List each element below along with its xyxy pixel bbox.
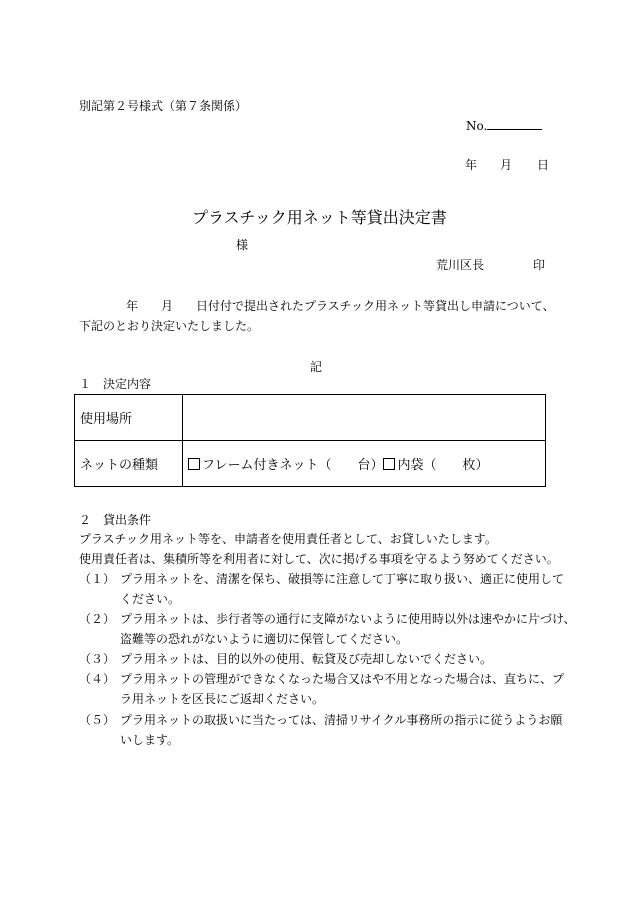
condition-number: （５） bbox=[79, 713, 116, 727]
condition-text: ラ用ネットを区長にご返却ください。 bbox=[120, 692, 325, 706]
condition-text: プラ用ネットは、歩行者等の通行に支障がないように使用時以外は速やかに片づけ、 bbox=[120, 612, 576, 626]
usage-location-label: 使用場所 bbox=[75, 395, 183, 441]
intro-text: 下記のとおり決定いたしました。 bbox=[79, 319, 260, 333]
decision-table bbox=[74, 394, 546, 487]
intro-text: 日付付で提出されたプラスチック用ネット等貸出し申請について、 bbox=[196, 299, 555, 313]
form-number: 別記第２号様式（第７条関係） bbox=[79, 99, 248, 113]
intro-year: 年 bbox=[126, 299, 139, 313]
inner-bag-option: 内袋（ 枚） bbox=[397, 458, 489, 473]
checkbox-icon bbox=[383, 458, 395, 470]
usage-location-value bbox=[183, 395, 546, 441]
checkbox-icon bbox=[188, 458, 200, 470]
addressee-suffix: 様 bbox=[236, 238, 249, 252]
condition-number: （４） bbox=[79, 672, 116, 686]
issuer: 荒川区長 bbox=[436, 258, 485, 272]
section-2-heading: ２ 貸出条件 bbox=[79, 513, 152, 527]
condition-text: いします。 bbox=[120, 733, 180, 747]
condition-number: （２） bbox=[79, 612, 116, 626]
condition-text: ください。 bbox=[120, 592, 181, 606]
net-type-options bbox=[183, 441, 546, 487]
condition-number: （３） bbox=[79, 652, 116, 666]
section-1-heading: １ 決定内容 bbox=[79, 377, 152, 391]
document-number-line bbox=[487, 129, 542, 130]
date-day: 日 bbox=[537, 158, 550, 172]
seal-mark: 印 bbox=[533, 258, 546, 272]
table-row bbox=[75, 441, 546, 487]
table-row bbox=[75, 395, 546, 441]
date-month: 月 bbox=[500, 158, 513, 172]
date-year: 年 bbox=[465, 158, 478, 172]
condition-text: 盗難等の恐れがないように適切に保管してください。 bbox=[120, 632, 409, 646]
condition-text: プラ用ネットの取扱いに当たっては、清掃リサイクル事務所の指示に従うようお願 bbox=[120, 713, 563, 727]
condition-text: プラ用ネットを、清潔を保ち、破損等に注意して丁寧に取り扱い、適正に使用して bbox=[120, 572, 565, 586]
condition-text: プラ用ネットは、目的以外の使用、転貸及び売却しないでください。 bbox=[120, 652, 493, 666]
document-title: プラスチック用ネット等貸出決定書 bbox=[192, 208, 447, 227]
document-number-label: No. bbox=[466, 119, 488, 133]
section-2-text: 使用責任者は、集積所等を利用者に対して、次に掲げる事項を守るよう努めてください。 bbox=[79, 552, 559, 566]
condition-number: （１） bbox=[79, 572, 116, 586]
frame-net-option: フレーム付きネット（ 台） bbox=[202, 458, 384, 473]
intro-month: 月 bbox=[161, 299, 174, 313]
net-type-label: ネットの種類 bbox=[75, 441, 183, 487]
condition-text: プラ用ネットの管理ができなくなった場合又はや不用となった場合は、直ちに、プ bbox=[120, 672, 565, 686]
section-2-text: プラスチック用ネット等を、申請者を使用責任者として、お貸しいたします。 bbox=[79, 532, 497, 546]
ki-heading: 記 bbox=[310, 360, 323, 374]
